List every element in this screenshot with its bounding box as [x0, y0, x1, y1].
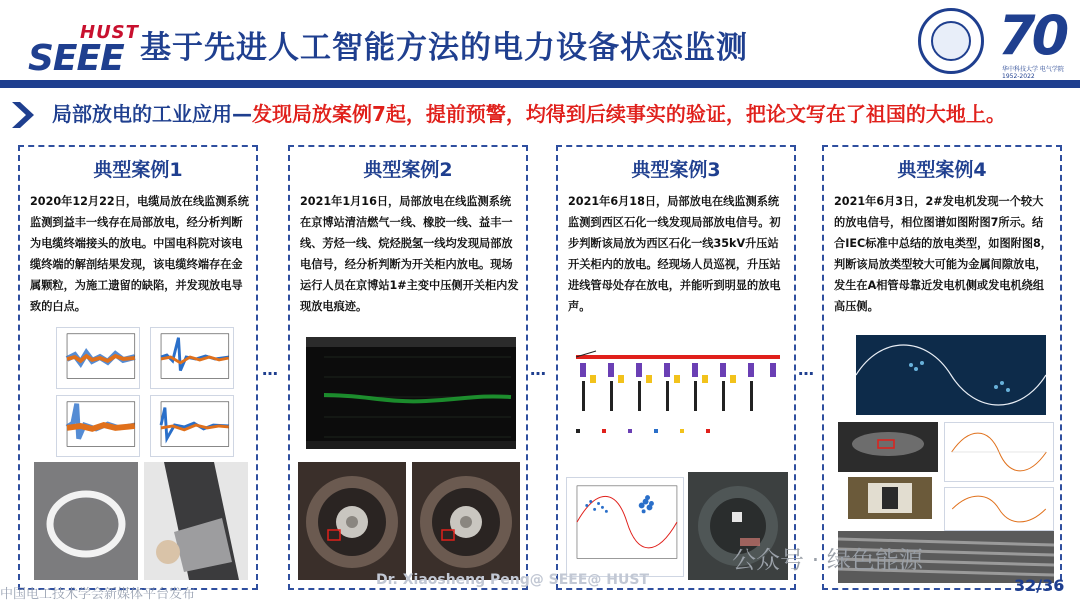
subtitle-highlight: 发现局放案例7起，提前预警，均得到后续事实的验证，把论文写在了祖国的大地上。 — [252, 102, 1006, 126]
case-title: 典型案例1 — [93, 159, 183, 181]
discharge-waveform-plot — [944, 487, 1054, 531]
header-divider — [0, 80, 1080, 88]
switchgear-photo-1 — [298, 462, 406, 580]
chevron-right-icon — [10, 100, 40, 130]
subtitle-topic: 局部放电的工业应用— — [52, 102, 252, 126]
seee-hust-logo — [14, 12, 139, 79]
university-seal-icon — [918, 8, 984, 74]
anniversary-caption: 华中科技大学 电气学院 1952-2022 — [1002, 66, 1064, 80]
case-title: 典型案例2 — [363, 159, 453, 181]
waveform-plot — [150, 327, 234, 389]
monitoring-screen-screenshot — [306, 337, 516, 449]
generator-terminal-photo — [838, 422, 938, 472]
iec-discharge-sine-plot — [944, 422, 1054, 482]
section-subtitle — [52, 98, 1006, 127]
waveform-plot — [150, 395, 234, 457]
phase-resolved-pd-scatter — [566, 477, 684, 577]
waveform-plot — [56, 327, 140, 389]
case-separator: … — [262, 360, 278, 379]
slide-title: 基于先进人工智能方法的电力设备状态监测 — [140, 30, 748, 66]
case-card-2 — [288, 145, 528, 590]
wechat-account-watermark: 公众号 · 绿色能源 — [732, 546, 923, 574]
case-separator: … — [530, 360, 546, 379]
case-description: 2021年6月18日，局部放电在线监测系统监测到西区石化一线发现局部放电信号。初步判断该局放为西区石化一线35kV升压站开关柜内的放电。经现场人员巡视，升压站进线管母处存在放电，并能听到明显的放电声。 — [568, 195, 781, 313]
insulator-photo — [848, 477, 932, 519]
logo-seee-text: SEEE — [28, 38, 124, 79]
page-number: 32/36 — [1014, 576, 1065, 595]
case-separator: … — [798, 360, 814, 379]
case-description: 2020年12月22日，电缆局放在线监测系统监测到益丰一线存在局部放电，经分析判断为电缆终端接头的放电。中国电科院对该电缆终端的解剖结果发现，该电缆终端存在金属颗粒，为施工遗留的缺陷，并发现放电导致的白点。 — [30, 195, 249, 313]
anniversary-logo — [998, 4, 1074, 80]
slide-header — [0, 0, 1080, 84]
case-description: 2021年1月16日，局部放电在线监测系统在京博站清洁燃气一线、橡胶一线、益丰一线、芳烃一线、烷烃脱氢一线均发现局部放电信号，经分析判断为开关柜内放电。现场运行人员在京博站1#主变中压侧开关柜内发现放电痕迹。 — [300, 195, 519, 313]
cable-terminal-photo — [144, 462, 248, 580]
case-title: 典型案例4 — [897, 159, 987, 181]
cable-defect-photo — [34, 462, 138, 580]
substation-wiring-diagram — [566, 345, 790, 445]
case-card-4 — [822, 145, 1062, 590]
switchgear-photo-2 — [412, 462, 520, 580]
author-credit: Dr. Xiaosheng Peng@ SEEE@ HUST — [376, 572, 650, 588]
anniversary-number: 70 — [998, 4, 1066, 67]
case-card-3 — [556, 145, 796, 590]
publisher-watermark: 中国电工技术学会新媒体平台发布 — [0, 587, 196, 602]
case-description: 2021年6月3日，2#发电机发现一个较大的放电信号，相位图谱如图附图7所示。结合IEC标准中总结的放电类型，如图附图8，判断该局放类型较大可能为金属间隙放电，发生在A相管母靠近发电机侧或发电机绕组高压侧。 — [834, 195, 1052, 313]
prpd-phase-pattern-plot — [856, 335, 1046, 415]
case-card-1 — [18, 145, 258, 590]
waveform-plot — [56, 395, 140, 457]
case-title: 典型案例3 — [631, 159, 721, 181]
logo-hust-text: HUST — [80, 22, 139, 43]
